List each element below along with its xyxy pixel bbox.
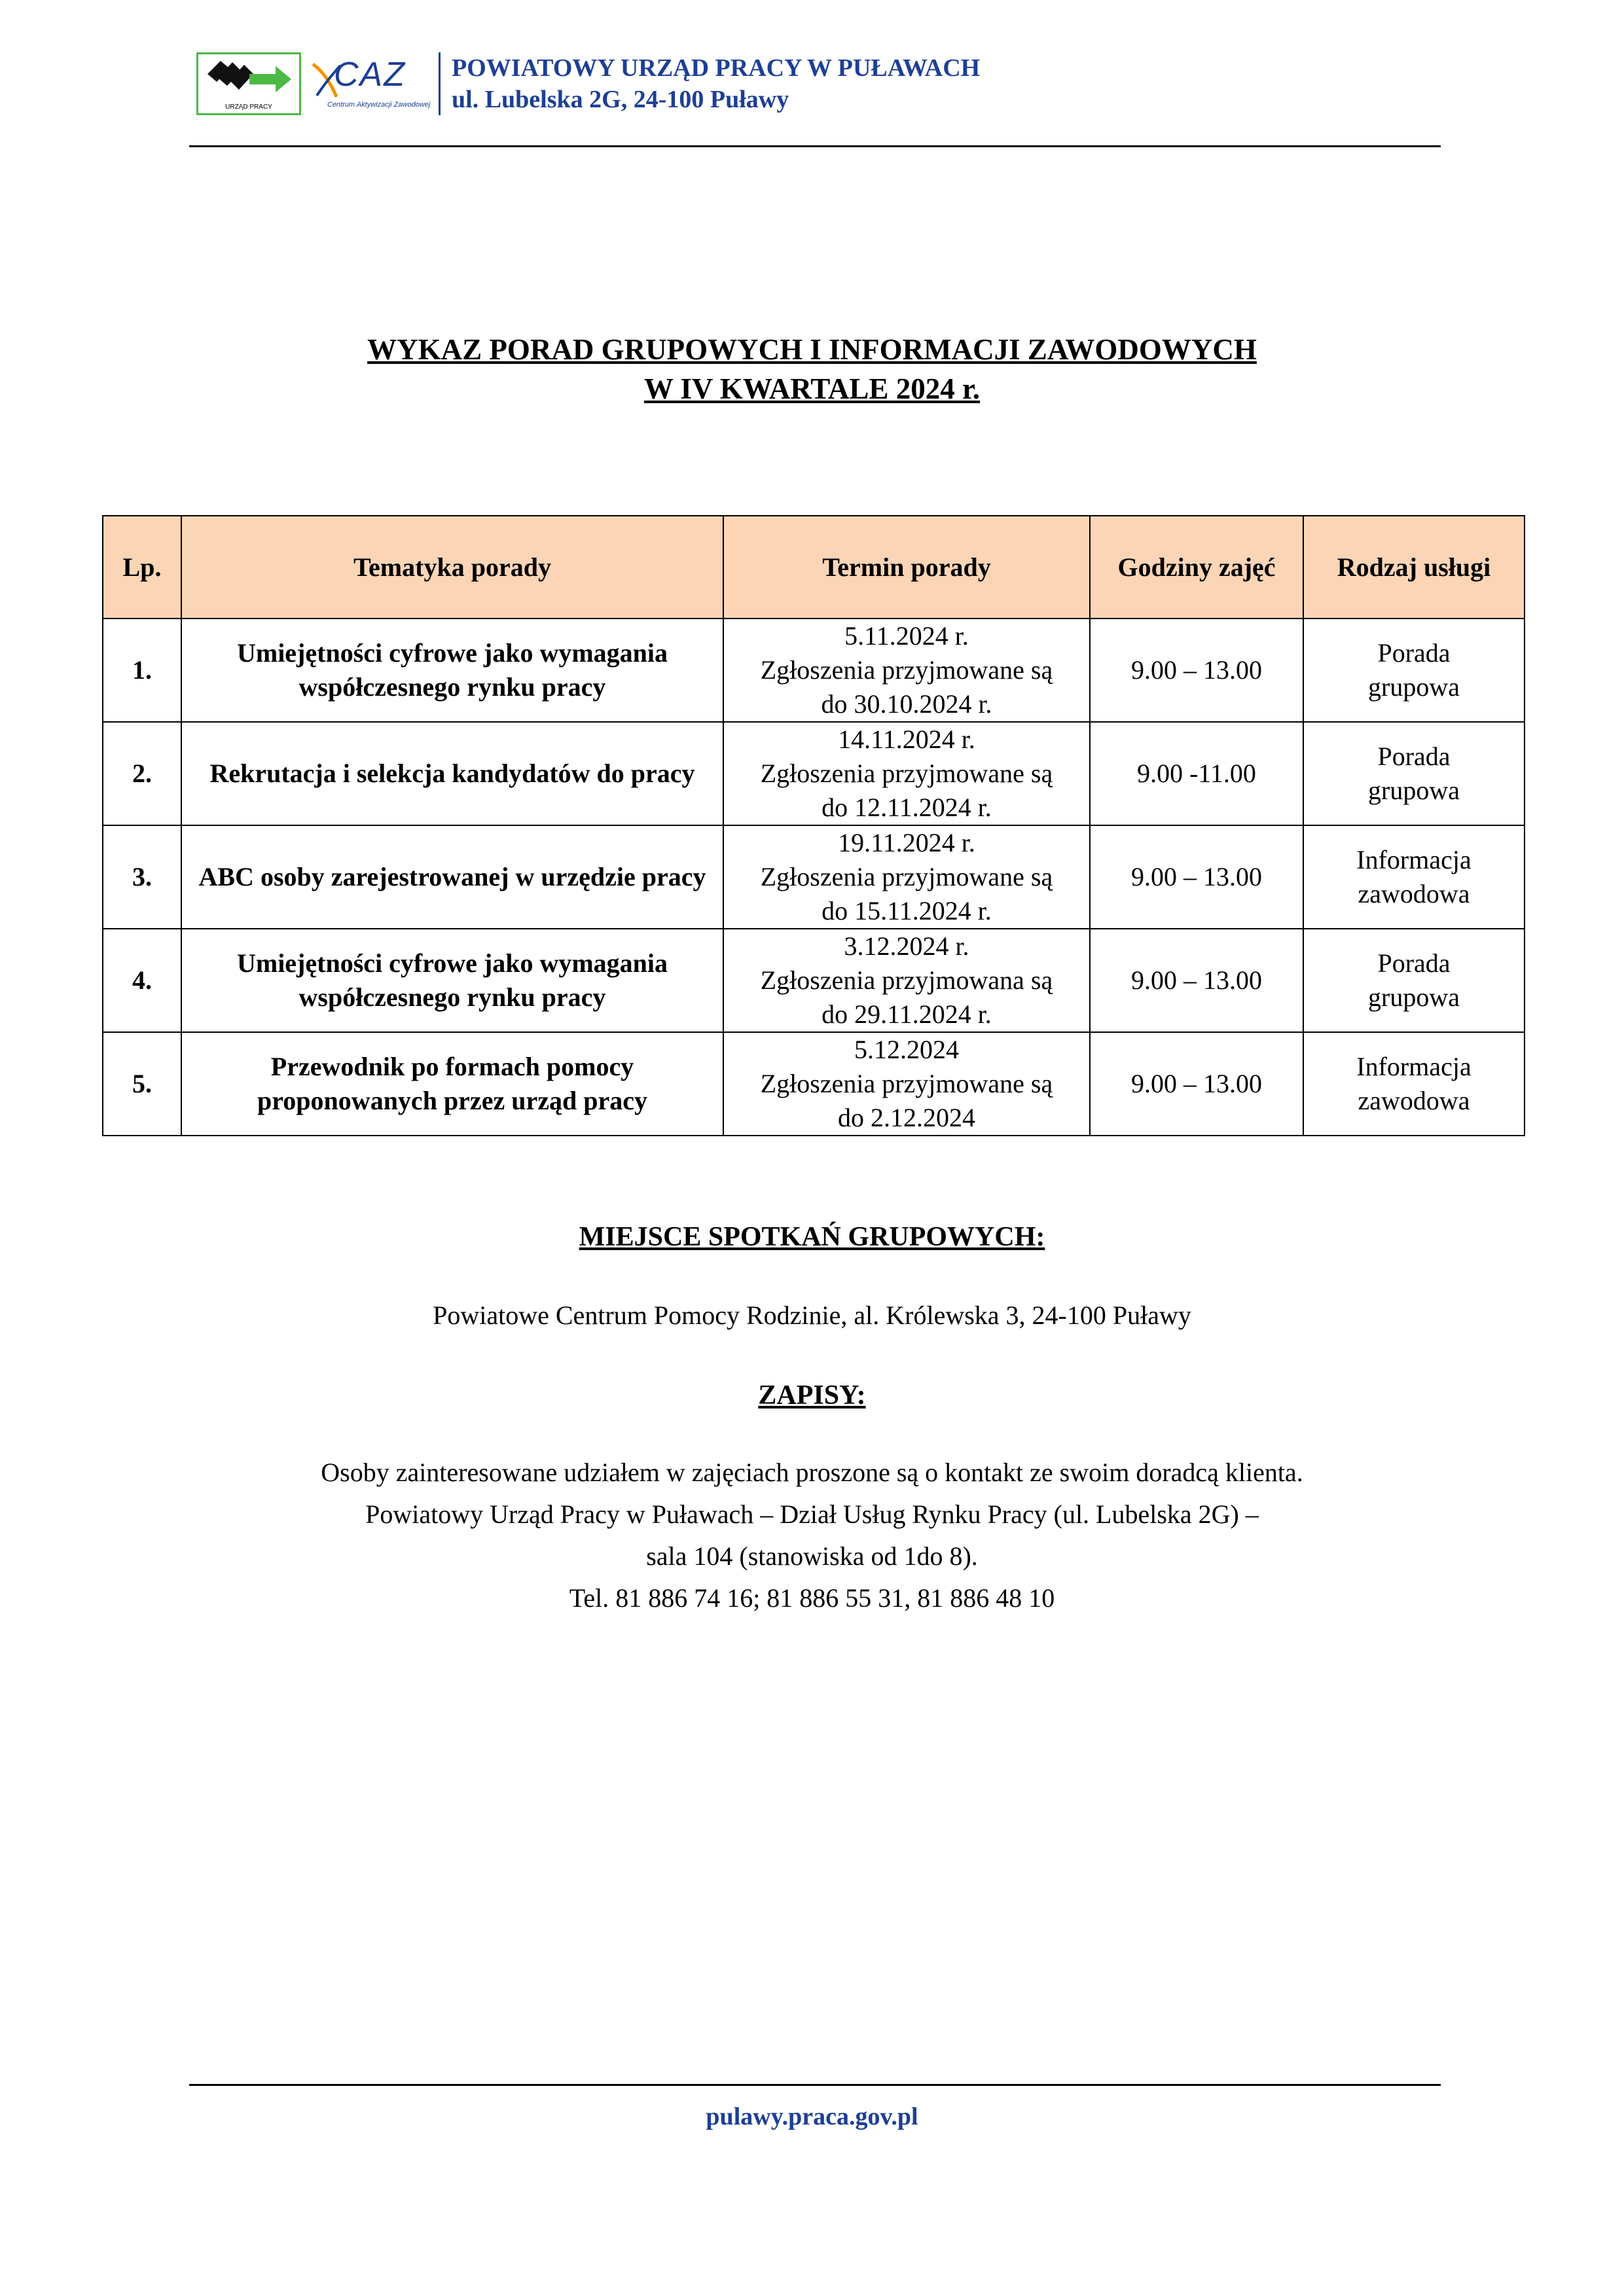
footer-rule [189, 2084, 1441, 2086]
col-header-topic: Tematyka porady [181, 516, 723, 619]
org-address: ul. Lubelska 2G, 24-100 Puławy [452, 86, 789, 113]
cell-date [723, 929, 1090, 1032]
type-line1: Informacja [1356, 845, 1471, 874]
col-header-date: Termin porady [723, 516, 1090, 619]
meeting-place-heading: MIEJSCE SPOTKAŃ GRUPOWYCH: [579, 1222, 1045, 1252]
enrollment-phone: Tel. 81 886 74 16; 81 886 55 31, 81 886 48 10 [569, 1583, 1055, 1613]
cell-hours: 9.00 – 13.00 [1090, 619, 1303, 722]
date-deadline: do 30.10.2024 r. [821, 689, 992, 719]
table-row [103, 1032, 1525, 1136]
type-line2: zawodowa [1358, 879, 1470, 908]
type-line2: grupowa [1368, 672, 1460, 702]
date-value: 19.11.2024 r. [838, 828, 975, 857]
table-row [103, 722, 1525, 825]
caz-logo [308, 52, 431, 115]
urzad-pracy-logo [196, 52, 301, 115]
type-line2: zawodowa [1358, 1086, 1470, 1115]
caz-logo-subtitle: Centrum Aktywizacji Zawodowej [327, 101, 431, 109]
header-rule [189, 145, 1441, 147]
cell-hours: 9.00 – 13.00 [1090, 929, 1303, 1032]
cell-hours: 9.00 – 13.00 [1090, 825, 1303, 929]
col-header-lp: Lp. [103, 516, 181, 619]
cell-topic: Rekrutacja i selekcja kandydatów do pracy [181, 722, 723, 825]
table-row [103, 619, 1525, 722]
type-line1: Porada [1377, 638, 1451, 668]
cell-date [723, 722, 1090, 825]
letterhead [196, 52, 1440, 118]
date-note: Zgłoszenia przyjmowana są [760, 965, 1053, 995]
date-note: Zgłoszenia przyjmowane są [760, 862, 1053, 891]
meeting-place-text: Powiatowe Centrum Pomocy Rodzinie, al. Królewska 3, 24-100 Puławy [433, 1300, 1191, 1330]
table-row [103, 825, 1525, 929]
document-title-line2: W IV KWARTALE 2024 r. [643, 372, 981, 405]
date-note: Zgłoszenia przyjmowane są [760, 1069, 1053, 1098]
cell-type [1303, 1032, 1525, 1136]
document-title-line1: WYKAZ PORAD GRUPOWYCH I INFORMACJI ZAWODOWYCH [367, 333, 1257, 366]
type-line2: grupowa [1368, 982, 1460, 1012]
type-line1: Porada [1377, 742, 1451, 771]
col-header-hours: Godziny zajęć [1090, 516, 1303, 619]
cell-type [1303, 619, 1525, 722]
date-deadline: do 29.11.2024 r. [821, 999, 992, 1029]
type-line1: Porada [1377, 948, 1451, 978]
enrollment-line2: Powiatowy Urząd Pracy w Puławach – Dział Usług Rynku Pracy (ul. Lubelska 2G) – [365, 1499, 1259, 1529]
date-value: 3.12.2024 r. [844, 931, 969, 961]
footer-website-link[interactable]: pulawy.praca.gov.pl [706, 2103, 918, 2130]
caz-logo-word: CAZ [334, 56, 406, 94]
type-line1: Informacja [1356, 1052, 1471, 1081]
enrollment-line1: Osoby zainteresowane udziałem w zajęciach proszone są o kontakt ze swoim doradcą klienta. [321, 1458, 1303, 1487]
org-name: POWIATOWY URZĄD PRACY W PUŁAWACH [452, 54, 981, 82]
cell-lp: 5. [103, 1032, 181, 1136]
cell-hours: 9.00 -11.00 [1090, 722, 1303, 825]
date-deadline: do 15.11.2024 r. [821, 896, 992, 925]
cell-topic: Umiejętności cyfrowe jako wymagania współczesnego rynku pracy [181, 929, 723, 1032]
date-value: 5.12.2024 [854, 1035, 959, 1064]
cell-date [723, 619, 1090, 722]
cell-type [1303, 929, 1525, 1032]
date-note: Zgłoszenia przyjmowane są [760, 759, 1053, 788]
cell-hours: 9.00 – 13.00 [1090, 1032, 1303, 1136]
type-line2: grupowa [1368, 776, 1460, 805]
cell-lp: 2. [103, 722, 181, 825]
col-header-type: Rodzaj usługi [1303, 516, 1525, 619]
cell-topic: Umiejętności cyfrowe jako wymagania współczesnego rynku pracy [181, 619, 723, 722]
schedule-table [102, 515, 1525, 1136]
cell-type [1303, 825, 1525, 929]
date-value: 5.11.2024 r. [844, 621, 969, 651]
cell-lp: 1. [103, 619, 181, 722]
cell-topic: ABC osoby zarejestrowanej w urzędzie pracy [181, 825, 723, 929]
logo-divider [439, 52, 441, 115]
date-deadline: do 2.12.2024 [838, 1103, 975, 1132]
cell-date [723, 1032, 1090, 1136]
table-row [103, 929, 1525, 1032]
cell-type [1303, 722, 1525, 825]
cell-lp: 3. [103, 825, 181, 929]
cell-topic: Przewodnik po formach pomocy proponowanych przez urząd pracy [181, 1032, 723, 1136]
date-value: 14.11.2024 r. [838, 725, 975, 754]
cell-date [723, 825, 1090, 929]
urzad-pracy-logo-label: URZĄD PRACY [225, 103, 272, 111]
table-header-row [103, 516, 1525, 619]
enrollment-line3: sala 104 (stanowiska od 1do 8). [646, 1541, 978, 1571]
date-deadline: do 12.11.2024 r. [821, 793, 992, 822]
cell-lp: 4. [103, 929, 181, 1032]
enrollment-heading: ZAPISY: [758, 1380, 866, 1410]
date-note: Zgłoszenia przyjmowane są [760, 655, 1053, 685]
urzad-pracy-logo-graphic [198, 54, 299, 100]
